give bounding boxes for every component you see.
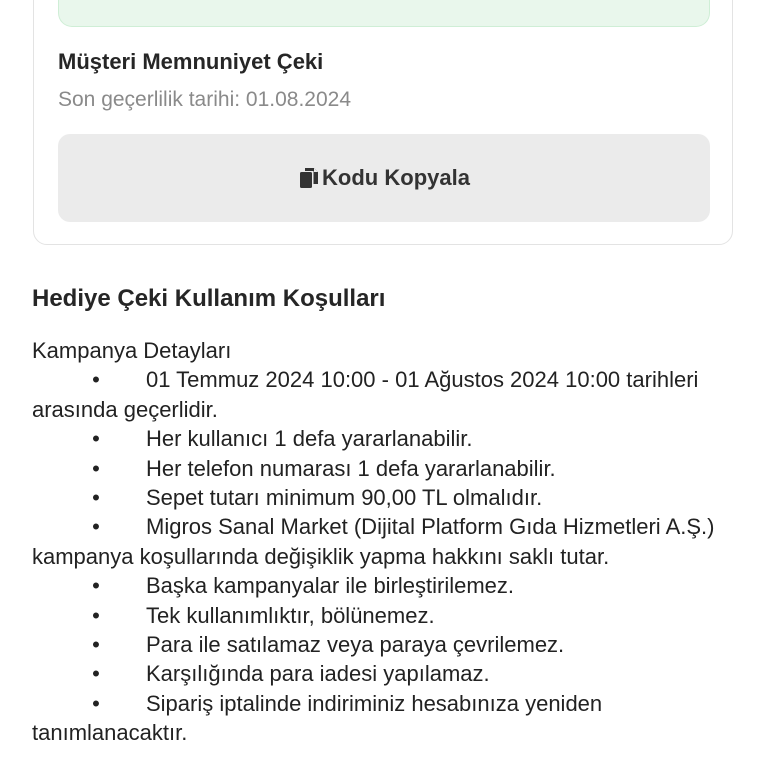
term-item: • Her telefon numarası 1 defa yararlanabilir. — [32, 454, 732, 483]
bullet: • — [92, 455, 100, 481]
term-item: • Karşılığında para iadesi yapılamaz. — [32, 659, 732, 688]
voucher-expiry-date: Son geçerlilik tarihi: 01.08.2024 — [58, 88, 352, 111]
terms-heading: Kampanya Detayları — [32, 338, 232, 363]
terms-list — [32, 336, 732, 748]
voucher-code-box — [58, 0, 710, 27]
term-item: • Sepet tutarı minimum 90,00 TL olmalıdır. — [32, 483, 732, 512]
bullet: • — [92, 602, 100, 628]
bullet: • — [92, 690, 100, 716]
voucher-card — [33, 0, 733, 245]
bullet: • — [92, 426, 100, 452]
bullet: • — [92, 485, 100, 511]
term-item: • Tek kullanımlıktır, bölünemez. — [32, 601, 732, 630]
term-item: • Başka kampanyalar ile birleştirilemez. — [32, 571, 732, 600]
term-item: • Para ile satılamaz veya paraya çevrilemez. — [32, 630, 732, 659]
copy-icon — [298, 167, 320, 189]
copy-code-button[interactable] — [58, 134, 710, 222]
bullet: • — [92, 573, 100, 599]
bullet: • — [92, 367, 100, 393]
bullet: • — [92, 514, 100, 540]
term-item: • Migros Sanal Market (Dijital Platform Gıda Hizmetleri A.Ş.) kampanya koşullarında değişiklik yapma hakkını saklı tutar. — [32, 514, 715, 569]
bullet: • — [92, 661, 100, 687]
terms-title: Hediye Çeki Kullanım Koşulları — [32, 285, 386, 312]
bullet: • — [92, 632, 100, 658]
term-item: • 01 Temmuz 2024 10:00 - 01 Ağustos 2024 10:00 tarihleri arasında geçerlidir. — [32, 367, 699, 422]
term-item: • Her kullanıcı 1 defa yararlanabilir. — [32, 424, 732, 453]
copy-code-label: Kodu Kopyala — [322, 165, 470, 190]
voucher-title: Müşteri Memnuniyet Çeki — [58, 49, 324, 74]
term-item: • Sipariş iptalinde indiriminiz hesabınıza yeniden tanımlanacaktır. — [32, 690, 603, 746]
